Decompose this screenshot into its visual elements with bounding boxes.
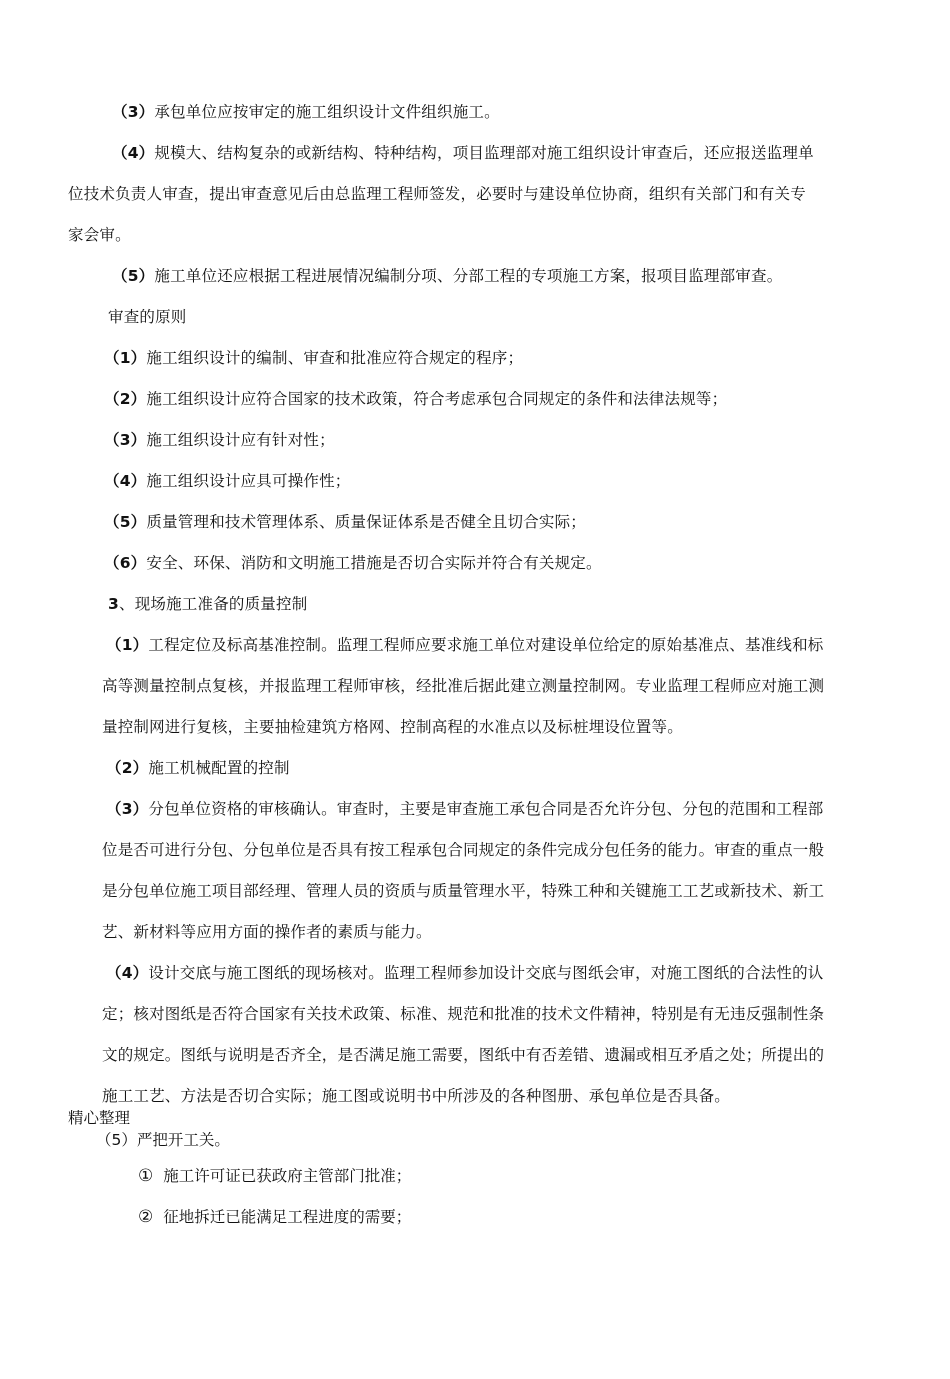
section-number: 3 bbox=[108, 595, 119, 613]
item-number: （5） bbox=[104, 513, 147, 531]
paragraph-text: 分包单位资格的审核确认。审查时，主要是审查施工承包合同是否允许分包、分包的范围和工程部 bbox=[148, 800, 824, 818]
item-number: （5） bbox=[96, 1131, 137, 1149]
section-3-item-1-line-2: 高等测量控制点复核，并报监理工程师审核，经批准后据此建立测量控制网。专业监理工程师应对施工测 bbox=[102, 677, 825, 695]
paragraph-text: 工程定位及标高基准控制。监理工程师应要求施工单位对建设单位给定的原始基准点、基准线和标 bbox=[148, 636, 824, 654]
condition-text: 征地拆迁已能满足工程进度的需要； bbox=[163, 1208, 412, 1226]
principle-item bbox=[104, 543, 602, 584]
paragraph-5-special-plan bbox=[112, 256, 782, 297]
item-number: （1） bbox=[106, 636, 149, 654]
item-number: （4） bbox=[112, 144, 155, 162]
section-3-item-5 bbox=[96, 1128, 230, 1152]
paragraph-text: 施工单位还应根据工程进展情况编制分项、分部工程的专项施工方案，报项目监理部审查。 bbox=[154, 267, 783, 285]
footer-note: 精心整理 bbox=[68, 1109, 131, 1127]
heading-section-3 bbox=[108, 584, 307, 625]
section-3-item-3-line-4: 艺、新材料等应用方面的操作者的素质与能力。 bbox=[102, 923, 432, 941]
heading-review-principles: 审查的原则 bbox=[108, 308, 187, 326]
paragraph-text: 承包单位应按审定的施工组织设计文件组织施工。 bbox=[154, 103, 500, 121]
section-3-item-4-line-3: 文的规定。图纸与说明是否齐全，是否满足施工需要，图纸中有否差错、遗漏或相互矛盾之处；所提出的 bbox=[102, 1046, 825, 1064]
section-3-item-3-line-3: 是分包单位施工项目部经理、管理人员的资质与质量管理水平，特殊工种和关键施工工艺或新技术、新工 bbox=[102, 882, 825, 900]
principle-text: 质量管理和技术管理体系、质量保证体系是否健全且切合实际； bbox=[146, 513, 586, 531]
item-number: （3） bbox=[104, 431, 147, 449]
circled-number-2: ② bbox=[138, 1207, 154, 1227]
principle-item bbox=[104, 461, 351, 502]
paragraph-text: 规模大、结构复杂的或新结构、特种结构，项目监理部对施工组织设计审查后，还应报送监理单 bbox=[154, 144, 814, 162]
item-number: （2） bbox=[106, 759, 149, 777]
section-title: 、现场施工准备的质量控制 bbox=[119, 595, 308, 613]
section-3-item-4-line-4: 施工工艺、方法是否切合实际；施工图或说明书中所涉及的各种图册、承包单位是否具备。 bbox=[102, 1087, 731, 1105]
paragraph-text: 设计交底与施工图纸的现场核对。监理工程师参加设计交底与图纸会审，对施工图纸的合法性的认 bbox=[148, 964, 824, 982]
condition-text: 施工许可证已获政府主管部门批准； bbox=[163, 1167, 412, 1185]
paragraph-text: 施工机械配置的控制 bbox=[148, 759, 290, 777]
item-number: （3） bbox=[112, 103, 155, 121]
paragraph-text: 严把开工关。 bbox=[136, 1131, 230, 1149]
paragraph-4-line-3: 家会审。 bbox=[68, 226, 131, 244]
section-3-item-4-line-2: 定；核对图纸是否符合国家有关技术政策、标准、规范和批准的技术文件精神，特别是有无违反强制性条 bbox=[102, 1005, 825, 1023]
principle-text: 施工组织设计应有针对性； bbox=[146, 431, 335, 449]
principle-text: 施工组织设计的编制、审查和批准应符合规定的程序； bbox=[146, 349, 524, 367]
section-3-item-3-line-2: 位是否可进行分包、分包单位是否具有按工程承包合同规定的条件完成分包任务的能力。审查的重点一般 bbox=[102, 841, 825, 859]
item-number: （3） bbox=[106, 800, 149, 818]
paragraph-4-line-2: 位技术负责人审查，提出审查意见后由总监理工程师签发，必要时与建设单位协商，组织有关部门和有关专 bbox=[68, 185, 806, 203]
circled-number-1: ① bbox=[138, 1166, 154, 1186]
principle-text: 施工组织设计应符合国家的技术政策，符合考虑承包合同规定的条件和法律法规等； bbox=[146, 390, 728, 408]
paragraph-3-approved-design bbox=[112, 92, 500, 133]
start-condition-item bbox=[138, 1205, 411, 1229]
section-3-item-4-line-1 bbox=[106, 953, 824, 994]
section-3-item-1-line-1 bbox=[106, 625, 824, 666]
item-number: （4） bbox=[106, 964, 149, 982]
principle-item bbox=[104, 379, 727, 420]
item-number: （4） bbox=[104, 472, 147, 490]
paragraph-4-line-1 bbox=[112, 133, 814, 174]
start-condition-item bbox=[138, 1164, 411, 1188]
principle-text: 安全、环保、消防和文明施工措施是否切合实际并符合有关规定。 bbox=[146, 554, 602, 572]
item-number: （1） bbox=[104, 349, 147, 367]
principle-item bbox=[104, 338, 523, 379]
section-3-item-2 bbox=[106, 748, 290, 789]
item-number: （5） bbox=[112, 267, 155, 285]
principle-text: 施工组织设计应具可操作性； bbox=[146, 472, 351, 490]
section-3-item-3-line-1 bbox=[106, 789, 824, 830]
principle-item bbox=[104, 502, 586, 543]
item-number: （6） bbox=[104, 554, 147, 572]
item-number: （2） bbox=[104, 390, 147, 408]
principle-item bbox=[104, 420, 335, 461]
section-3-item-1-line-3: 量控制网进行复核，主要抽检建筑方格网、控制高程的水准点以及标桩埋设位置等。 bbox=[102, 718, 683, 736]
